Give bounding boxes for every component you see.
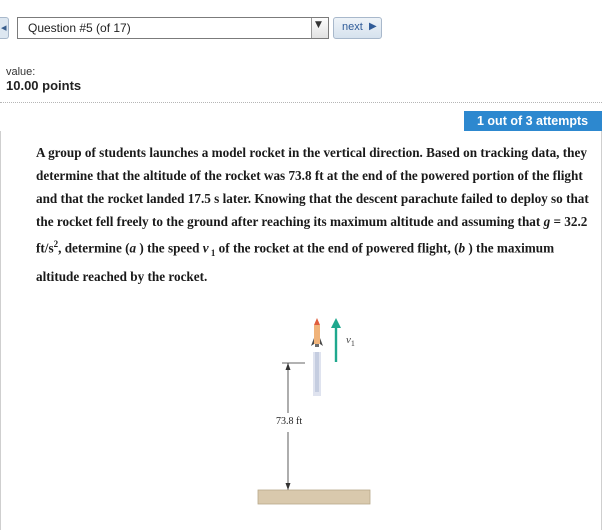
ground [258,490,370,504]
value-label: value: [6,66,36,78]
divider [0,102,602,103]
triangle-right-icon: ▶ [369,21,377,32]
triangle-left-icon: ◂ [1,21,7,34]
previous-question-button[interactable] [0,17,9,39]
dropdown-arrow-icon[interactable]: ▼ [311,18,328,38]
question-text: A group of students launches a model rocket in the vertical direction. Based on tracking data, they determine that the altitude of the rocket was 73.8 ft at the end of the powered portion of the flight and that the rocket landed 17.5 s later. Knowing that the descent parachute failed to deploy so that the rocket fell freely to the ground after reaching its maximum altitude and assuming that g = 32.2 $ft/s^2$, determine (a ) the speed v $_1$ of the rocket at the end of powered flight, (b ) the maximum altitude reached by the rocket. [36,145,589,285]
rocket-figure [250,310,390,525]
next-button-label: next [342,21,363,33]
rocket-diagram [250,310,390,525]
panel-left-border [0,131,1,530]
question-selector-value: Question #5 (of 17) [28,21,131,35]
question-navigation-bar [0,0,602,53]
altitude-label: 73.8 ft [276,416,303,427]
next-button[interactable] [333,17,382,39]
question-selector[interactable] [17,17,329,39]
velocity-label: $v_1$ [346,334,355,349]
attempts-badge: 1 out of 3 attempts [464,111,602,131]
points-value: 10.00 points [6,78,82,93]
